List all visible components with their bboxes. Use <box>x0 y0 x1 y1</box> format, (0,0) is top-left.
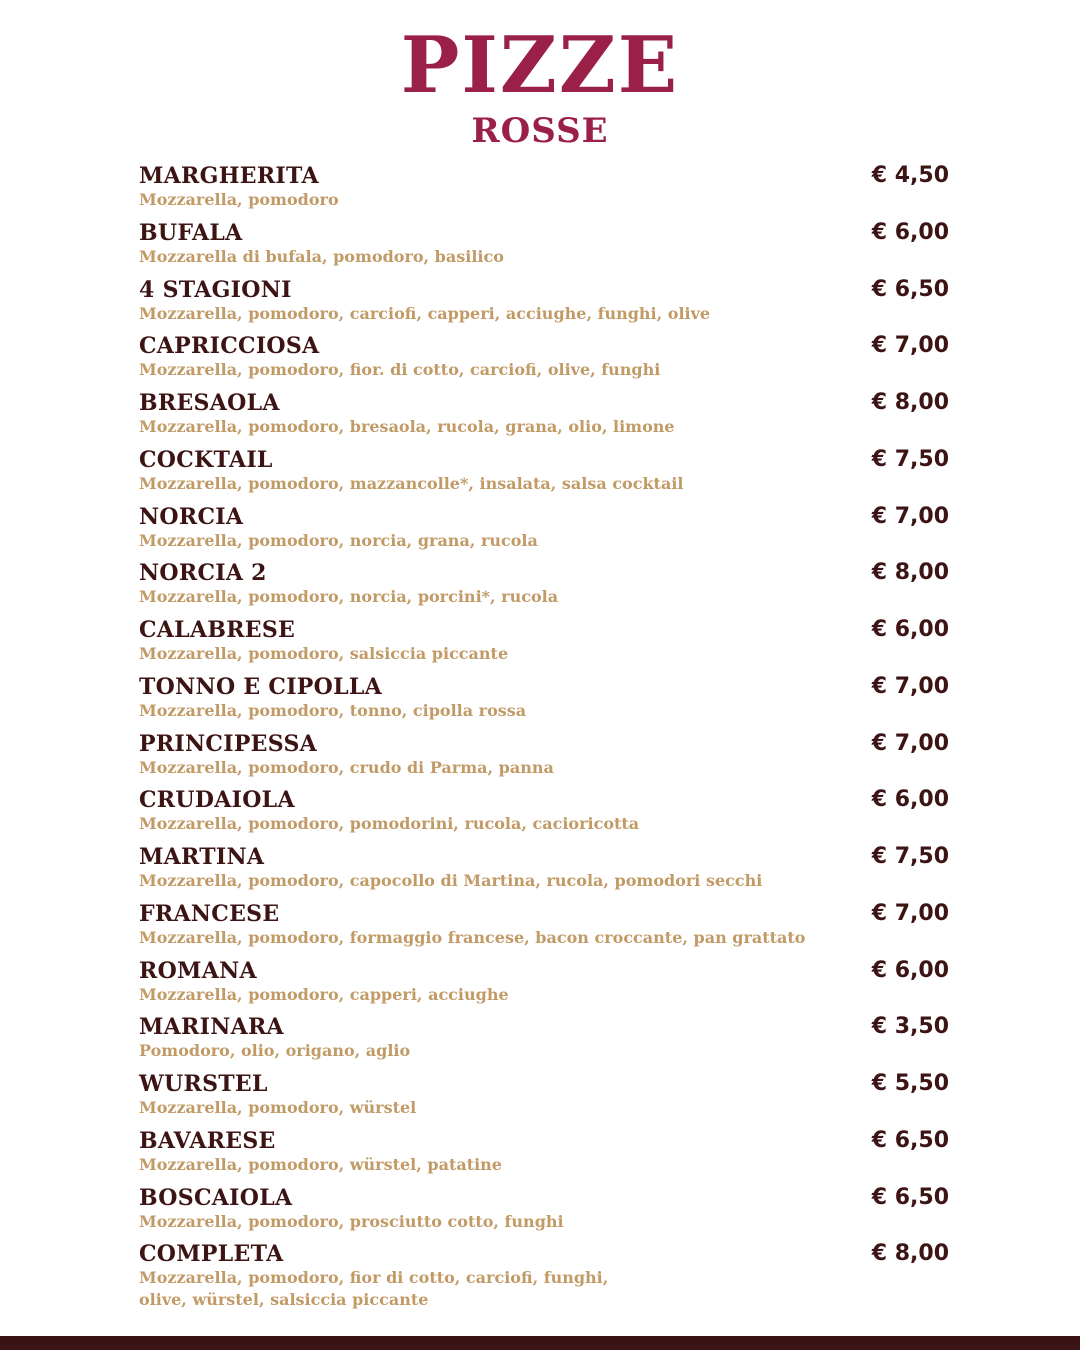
menu-item <box>139 1127 951 1184</box>
pizza-ingredients: Mozzarella, pomodoro, capperi, acciughe <box>139 984 509 1004</box>
menu-item <box>139 730 951 787</box>
menu-item <box>139 1184 951 1241</box>
pizza-name: CALABRESE <box>139 617 296 643</box>
pizza-ingredients: Mozzarella, pomodoro, carciofi, capperi, acciughe, funghi, olive <box>139 303 711 323</box>
pizza-ingredients: Mozzarella, pomodoro, fior di cotto, carciofi, funghi, olive, würstel, salsiccia piccante <box>139 1268 609 1310</box>
pizza-ingredients: Mozzarella, pomodoro, fior. di cotto, carciofi, olive, funghi <box>139 360 661 380</box>
pizza-name: ROMANA <box>139 957 257 984</box>
menu-item <box>139 219 951 276</box>
menu-header <box>0 22 1080 152</box>
pizza-ingredients: Mozzarella, pomodoro, capocollo di Martina, rucola, pomodori secchi <box>139 871 763 890</box>
pizza-price: € 6,00 <box>871 617 949 642</box>
pizza-price: € 6,00 <box>871 957 949 983</box>
pizza-price: € 7,00 <box>871 503 949 529</box>
pizza-price: € 8,00 <box>871 1241 949 1267</box>
pizza-name: PRINCIPESSA <box>139 730 318 757</box>
pizza-price: € 6,50 <box>871 1184 949 1210</box>
pizza-ingredients: Mozzarella, pomodoro, würstel <box>139 1098 417 1117</box>
pizza-ingredients: Mozzarella, pomodoro, mazzancolle*, insalata, salsa cocktail <box>139 473 684 493</box>
pizza-name: BUFALA <box>139 219 243 246</box>
pizza-price: € 5,50 <box>871 1071 949 1096</box>
page-title: PIZZE <box>400 20 680 111</box>
pizza-ingredients: Mozzarella, pomodoro, pomodorini, rucola, cacioricotta <box>139 814 640 834</box>
pizza-price: € 7,00 <box>871 730 949 756</box>
menu-item <box>139 389 951 446</box>
pizza-ingredients: Mozzarella, pomodoro, norcia, porcini*, rucola <box>139 587 559 607</box>
pizza-name: TONNO E CIPOLLA <box>139 673 383 700</box>
pizza-name: MARGHERITA <box>139 163 319 189</box>
pizza-ingredients: Mozzarella, pomodoro, würstel, patatine <box>139 1154 502 1174</box>
pizza-price: € 4,50 <box>871 163 949 188</box>
menu-item <box>139 900 951 957</box>
pizza-ingredients: Mozzarella, pomodoro, salsiccia piccante <box>139 644 509 663</box>
pizza-name: 4 STAGIONI <box>139 276 292 303</box>
menu-item <box>139 843 951 900</box>
pizza-name: MARINARA <box>139 1014 284 1041</box>
menu-item <box>139 332 951 389</box>
menu-item <box>139 1240 951 1320</box>
pizza-price: € 6,00 <box>871 787 949 813</box>
menu-item <box>139 446 951 503</box>
pizza-price: € 7,00 <box>871 900 949 926</box>
pizza-ingredients: Pomodoro, olio, origano, aglio <box>139 1041 411 1061</box>
pizza-ingredients: Mozzarella, pomodoro, crudo di Parma, panna <box>139 757 554 777</box>
menu-item <box>139 162 951 219</box>
pizza-list <box>139 162 951 1320</box>
footer-bar <box>0 1336 1080 1350</box>
pizza-price: € 7,50 <box>871 446 949 472</box>
pizza-ingredients: Mozzarella, pomodoro, prosciutto cotto, funghi <box>139 1211 564 1231</box>
menu-item <box>139 559 951 616</box>
menu-item <box>139 276 951 333</box>
pizza-price: € 6,50 <box>871 276 949 302</box>
pizza-price: € 8,00 <box>871 560 949 586</box>
pizza-name: BRESAOLA <box>139 390 280 416</box>
pizza-name: BOSCAIOLA <box>139 1184 293 1211</box>
pizza-name: FRANCESE <box>139 900 280 927</box>
pizza-price: € 3,50 <box>871 1014 949 1040</box>
pizza-name: WURSTEL <box>139 1071 268 1097</box>
pizza-name: NORCIA 2 <box>139 560 267 587</box>
pizza-ingredients: Mozzarella, pomodoro <box>139 190 339 209</box>
pizza-ingredients: Mozzarella, pomodoro, formaggio francese, bacon croccante, pan grattato <box>139 927 806 947</box>
pizza-name: BAVARESE <box>139 1127 276 1154</box>
pizza-ingredients: Mozzarella, pomodoro, norcia, grana, rucola <box>139 530 538 550</box>
menu-item <box>139 1013 951 1070</box>
page-subtitle: ROSSE <box>471 111 609 151</box>
pizza-price: € 7,00 <box>871 333 949 359</box>
pizza-name: MARTINA <box>139 844 265 870</box>
pizza-ingredients: Mozzarella, pomodoro, bresaola, rucola, grana, olio, limone <box>139 417 675 436</box>
menu-item <box>139 616 951 673</box>
pizza-price: € 6,50 <box>871 1127 949 1153</box>
menu-item <box>139 1070 951 1127</box>
pizza-price: € 7,50 <box>871 844 949 869</box>
pizza-name: COMPLETA <box>139 1241 284 1268</box>
menu-item <box>139 957 951 1014</box>
menu-item <box>139 786 951 843</box>
pizza-price: € 6,00 <box>871 219 949 245</box>
pizza-price: € 8,00 <box>871 390 949 415</box>
pizza-name: CAPRICCIOSA <box>139 333 320 360</box>
pizza-name: NORCIA <box>139 503 244 530</box>
pizza-name: COCKTAIL <box>139 446 273 473</box>
menu-item <box>139 503 951 560</box>
pizza-price: € 7,00 <box>871 673 949 699</box>
pizza-ingredients: Mozzarella di bufala, pomodoro, basilico <box>139 246 504 266</box>
pizza-ingredients: Mozzarella, pomodoro, tonno, cipolla rossa <box>139 700 527 720</box>
menu-item <box>139 673 951 730</box>
pizza-name: CRUDAIOLA <box>139 787 295 814</box>
